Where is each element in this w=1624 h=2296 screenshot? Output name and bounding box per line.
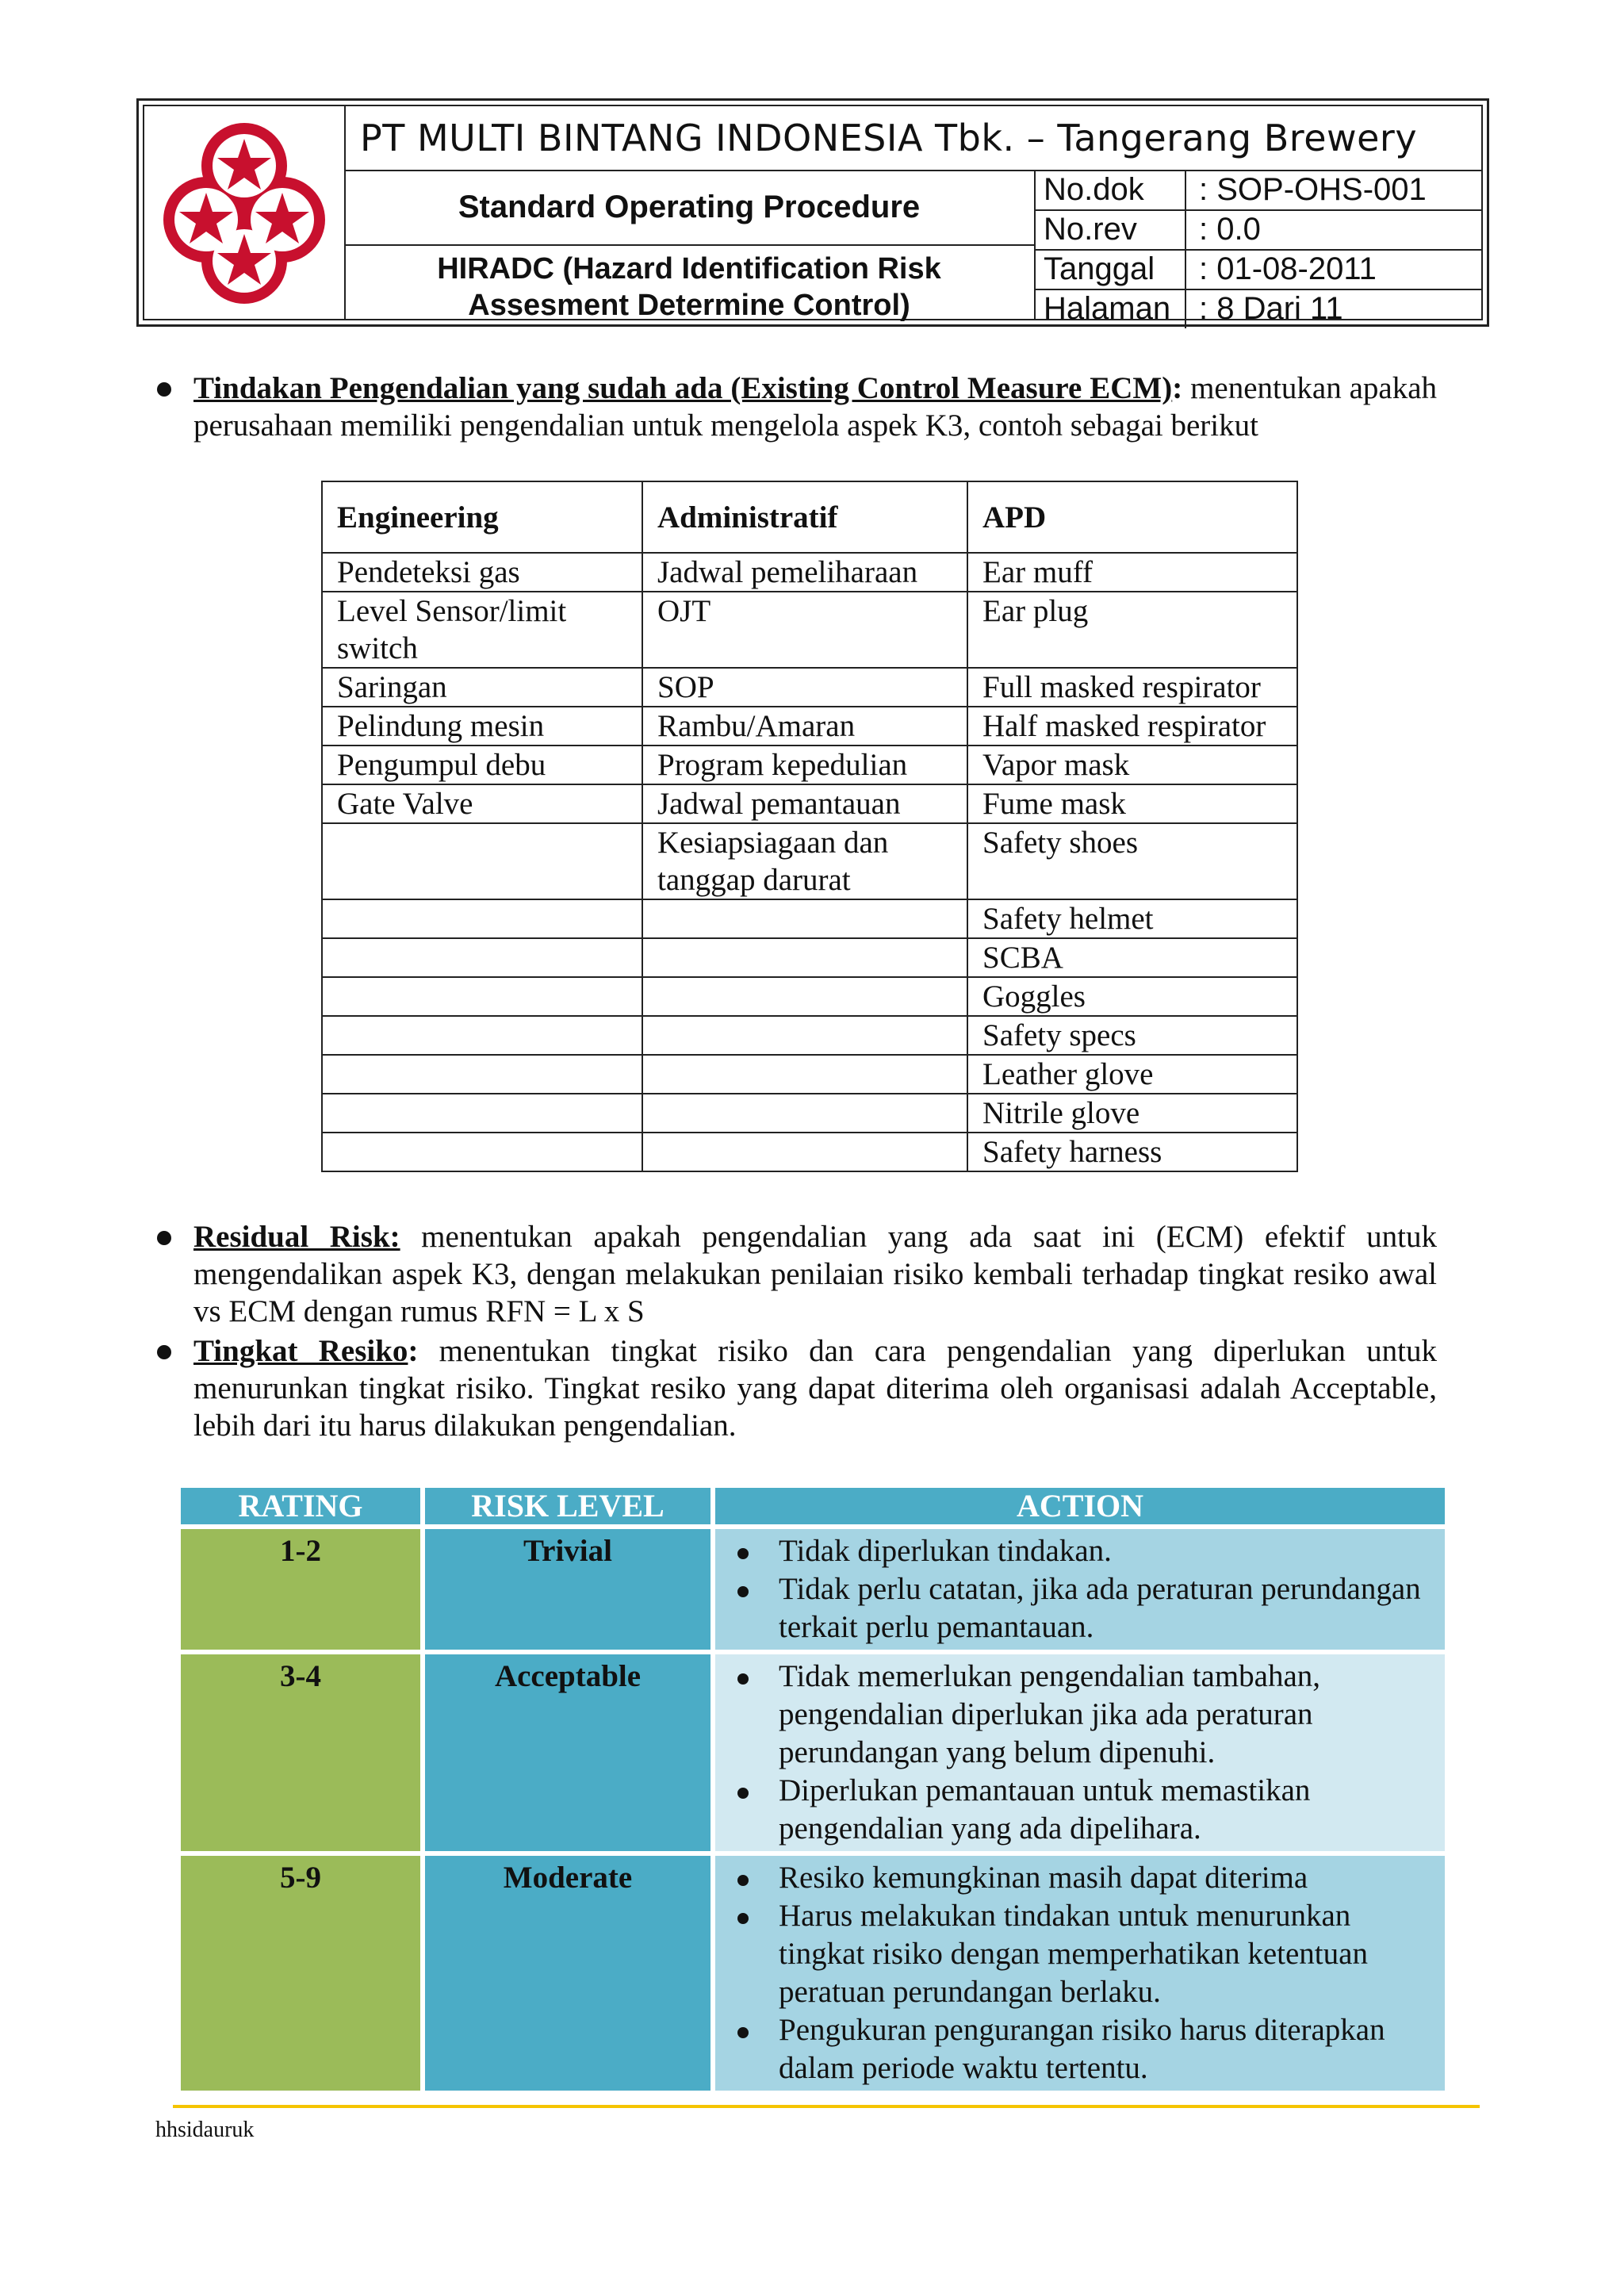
ecm-header-row bbox=[322, 481, 1297, 553]
table-cell: Jadwal pemeliharaan bbox=[642, 553, 967, 592]
meta-key: Halaman bbox=[1036, 289, 1186, 328]
action-item: Harus melakukan tindakan untuk menurunkan tingkat risiko dengan memperhatikan ketentuan peratuan perundangan berlaku. bbox=[779, 1897, 1438, 2011]
table-cell: Pendeteksi gas bbox=[322, 553, 642, 592]
ecm-text: menentukan apakah perusahaan memiliki pengendalian untuk mengelola aspek K3, contoh sebagai berikut bbox=[193, 371, 1438, 443]
meta-row-norev bbox=[1036, 209, 1481, 251]
table-row bbox=[322, 1094, 1297, 1133]
table-cell bbox=[642, 1094, 967, 1133]
ecm-header-engineering: Engineering bbox=[322, 481, 642, 553]
residual-heading: Residual Risk: bbox=[193, 1220, 400, 1254]
bullet-icon bbox=[157, 1231, 171, 1245]
table-cell: Rambu/Amaran bbox=[642, 707, 967, 746]
risk-level: Acceptable bbox=[425, 1654, 710, 1851]
risk-level: Trivial bbox=[425, 1529, 710, 1650]
table-row bbox=[322, 823, 1297, 899]
document-title-line2: Assesment Determine Control) bbox=[468, 289, 910, 322]
document-type: Standard Operating Procedure bbox=[344, 170, 1036, 246]
risk-action bbox=[715, 1856, 1445, 2091]
risk-rating: 1-2 bbox=[181, 1529, 420, 1650]
risk-action bbox=[715, 1654, 1445, 1851]
residual-paragraph bbox=[193, 1218, 1437, 1330]
table-row bbox=[322, 899, 1297, 938]
risk-rating: 5-9 bbox=[181, 1856, 420, 2091]
table-cell: Full masked respirator bbox=[967, 668, 1297, 707]
company-logo bbox=[144, 106, 346, 319]
table-cell bbox=[322, 823, 642, 899]
table-cell: Level Sensor/limit switch bbox=[322, 592, 642, 668]
ecm-header-administratif: Administratif bbox=[642, 481, 967, 553]
table-cell bbox=[322, 1016, 642, 1055]
table-cell bbox=[642, 1016, 967, 1055]
table-cell bbox=[322, 977, 642, 1016]
ecm-table bbox=[321, 481, 1298, 1172]
action-item: Tidak perlu catatan, jika ada peraturan perundangan terkait perlu pemantauan. bbox=[779, 1570, 1438, 1646]
table-cell bbox=[322, 1094, 642, 1133]
table-cell: Safety helmet bbox=[967, 899, 1297, 938]
tingkat-colon: : bbox=[408, 1334, 419, 1368]
risk-header-action: ACTION bbox=[715, 1488, 1445, 1524]
table-cell: Gate Valve bbox=[322, 784, 642, 823]
table-row bbox=[322, 977, 1297, 1016]
ecm-paragraph bbox=[193, 370, 1437, 444]
table-row bbox=[322, 1133, 1297, 1171]
action-item: Tidak diperlukan tindakan. bbox=[779, 1532, 1438, 1570]
table-row bbox=[322, 1016, 1297, 1055]
risk-header-level: RISK LEVEL bbox=[425, 1488, 710, 1524]
action-item: Tidak memerlukan pengendalian tambahan, pengendalian diperlukan jika ada peraturan perundangan yang belum dipenuhi. bbox=[779, 1658, 1438, 1772]
table-cell: Fume mask bbox=[967, 784, 1297, 823]
table-cell: Ear muff bbox=[967, 553, 1297, 592]
residual-text: menentukan apakah pengendalian yang ada saat ini (ECM) efektif untuk mengendalikan aspek K3, dengan melakukan penilaian risiko kembali terhadap tingkat resiko awal vs ECM dengan rumus RFN = L x S bbox=[193, 1220, 1438, 1328]
table-row bbox=[322, 553, 1297, 592]
table-row bbox=[322, 592, 1297, 668]
table-cell: Goggles bbox=[967, 977, 1297, 1016]
table-row bbox=[322, 784, 1297, 823]
document-title bbox=[344, 246, 1036, 322]
ecm-header-apd: APD bbox=[967, 481, 1297, 553]
meta-key: No.rev bbox=[1036, 209, 1186, 249]
tingkat-heading: Tingkat Resiko bbox=[193, 1334, 408, 1368]
tingkat-paragraph bbox=[193, 1332, 1437, 1444]
ecm-heading: Tindakan Pengendalian yang sudah ada (Existing Control Measure ECM) bbox=[193, 371, 1173, 405]
footer-divider bbox=[173, 2105, 1480, 2108]
table-row bbox=[322, 1055, 1297, 1094]
table-row bbox=[181, 1654, 1445, 1851]
meta-value: : 01-08-2011 bbox=[1199, 251, 1377, 286]
risk-action bbox=[715, 1529, 1445, 1650]
table-cell: Pengumpul debu bbox=[322, 746, 642, 784]
table-cell: Safety specs bbox=[967, 1016, 1297, 1055]
meta-row-tanggal bbox=[1036, 249, 1481, 290]
meta-row-halaman bbox=[1036, 289, 1481, 328]
table-row bbox=[181, 1529, 1445, 1650]
meta-value: : 8 Dari 11 bbox=[1199, 291, 1343, 326]
meta-row-nodok bbox=[1036, 170, 1481, 211]
bintang-logo-icon bbox=[162, 118, 327, 307]
action-item: Pengukuran pengurangan risiko harus diterapkan dalam periode waktu tertentu. bbox=[779, 2011, 1438, 2087]
table-cell: Leather glove bbox=[967, 1055, 1297, 1094]
table-cell: Program kepedulian bbox=[642, 746, 967, 784]
ecm-colon: : bbox=[1172, 371, 1183, 405]
document-title-line1: HIRADC (Hazard Identification Risk bbox=[437, 252, 941, 286]
table-row bbox=[322, 746, 1297, 784]
table-cell: Ear plug bbox=[967, 592, 1297, 668]
footer-author: hhsidauruk bbox=[155, 2118, 255, 2142]
bullet-icon bbox=[157, 382, 171, 397]
table-row bbox=[181, 1856, 1445, 2091]
table-cell: Pelindung mesin bbox=[322, 707, 642, 746]
table-cell: Safety shoes bbox=[967, 823, 1297, 899]
table-cell bbox=[322, 938, 642, 977]
table-cell: Kesiapsiagaan dan tanggap darurat bbox=[642, 823, 967, 899]
risk-level: Moderate bbox=[425, 1856, 710, 2091]
meta-value: : SOP-OHS-001 bbox=[1199, 172, 1427, 207]
bullet-icon bbox=[157, 1345, 171, 1359]
document-header bbox=[136, 98, 1489, 327]
meta-value: : 0.0 bbox=[1199, 212, 1261, 247]
table-cell bbox=[642, 899, 967, 938]
table-cell bbox=[322, 899, 642, 938]
table-cell: Nitrile glove bbox=[967, 1094, 1297, 1133]
table-cell: SOP bbox=[642, 668, 967, 707]
meta-key: No.dok bbox=[1036, 170, 1186, 209]
action-item: Diperlukan pemantauan untuk memastikan pengendalian yang ada dipelihara. bbox=[779, 1772, 1438, 1848]
table-cell: Jadwal pemantauan bbox=[642, 784, 967, 823]
action-item: Resiko kemungkinan masih dapat diterima bbox=[779, 1859, 1438, 1897]
company-name: PT MULTI BINTANG INDONESIA Tbk. – Tangerang Brewery bbox=[344, 106, 1481, 171]
table-cell bbox=[642, 938, 967, 977]
table-cell: OJT bbox=[642, 592, 967, 668]
table-row bbox=[322, 938, 1297, 977]
table-row bbox=[322, 668, 1297, 707]
table-cell: Safety harness bbox=[967, 1133, 1297, 1171]
table-cell bbox=[642, 977, 967, 1016]
table-cell: Vapor mask bbox=[967, 746, 1297, 784]
table-cell bbox=[322, 1133, 642, 1171]
document-meta bbox=[1036, 170, 1481, 326]
risk-level-table bbox=[176, 1483, 1450, 2095]
table-row bbox=[322, 707, 1297, 746]
table-cell: Saringan bbox=[322, 668, 642, 707]
meta-key: Tanggal bbox=[1036, 249, 1186, 289]
risk-rating: 3-4 bbox=[181, 1654, 420, 1851]
table-cell bbox=[642, 1133, 967, 1171]
table-cell bbox=[642, 1055, 967, 1094]
table-cell: SCBA bbox=[967, 938, 1297, 977]
risk-header-row bbox=[181, 1488, 1445, 1524]
table-cell bbox=[322, 1055, 642, 1094]
risk-header-rating: RATING bbox=[181, 1488, 420, 1524]
tingkat-text: menentukan tingkat risiko dan cara pengendalian yang diperlukan untuk menurunkan tingkat risiko. Tingkat resiko yang dapat diterima oleh organisasi adalah Acceptable, lebih dari itu harus dilakukan pengendalian. bbox=[193, 1334, 1437, 1443]
table-cell: Half masked respirator bbox=[967, 707, 1297, 746]
